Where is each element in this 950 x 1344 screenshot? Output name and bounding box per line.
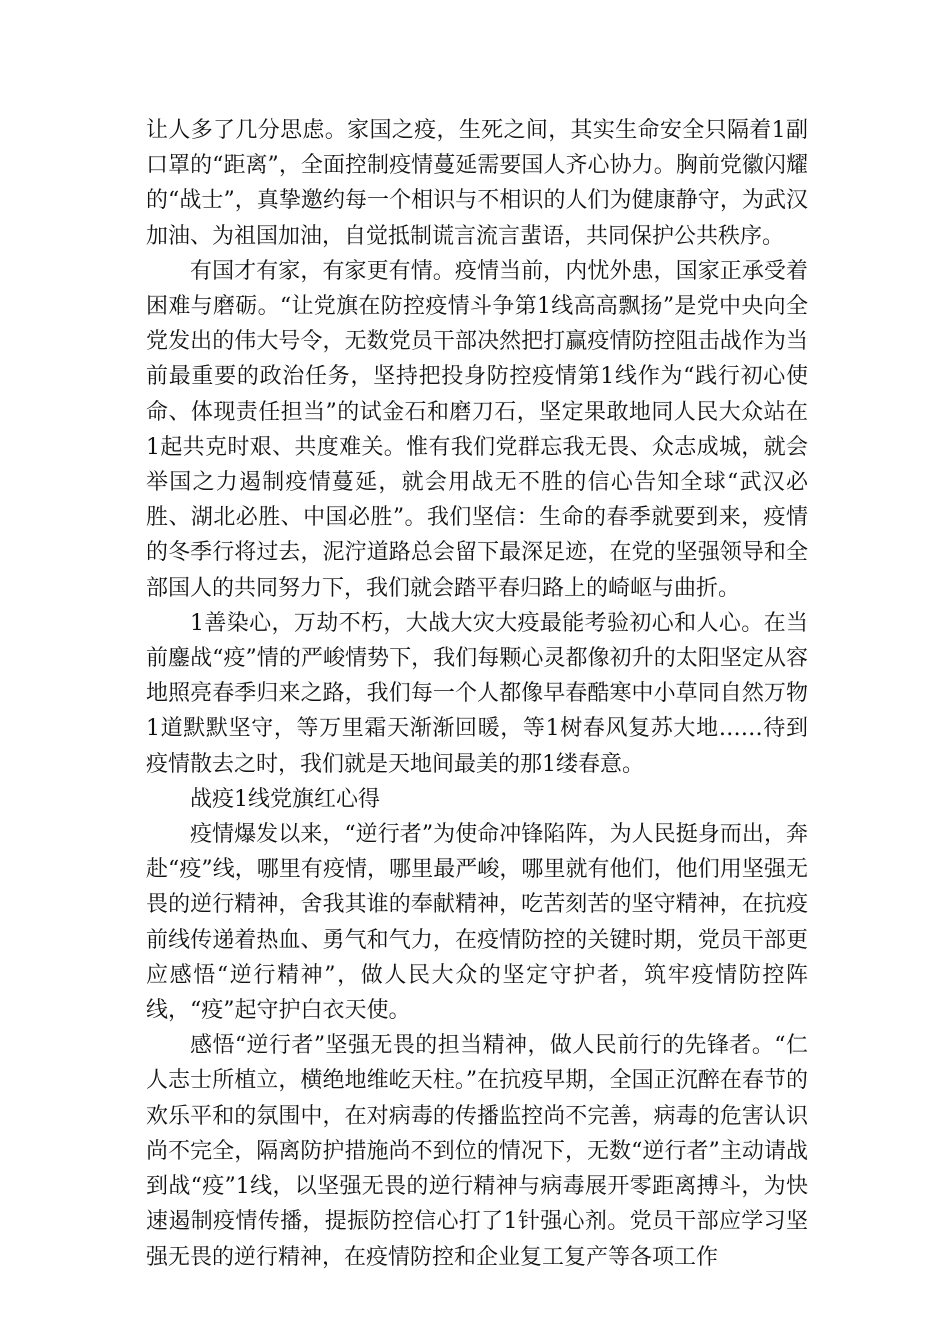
document-body xyxy=(146,113,808,1275)
paragraph-4: 疫情爆发以来，“逆行者”为使命冲锋陷阵，为人民挺身而出，奔赴“疫”线，哪里有疫情，哪里最严峻，哪里就有他们，他们用坚强无畏的逆行精神，舍我其谁的奉献精神，吃苦刻苦的坚守精神，在抗疫前线传递着热血、勇气和气力，在疫情防控的关键时期，党员干部更应感悟“逆行精神”，做人民大众的坚定守护者，筑牢疫情防控阵线，“疫”起守护白衣天使。 xyxy=(146,822,808,1024)
paragraph-5: 感悟“逆行者”坚强无畏的担当精神，做人民前行的先锋者。“仁人志士所植立，横绝地维屹天柱。”在抗疫早期，全国正沉醉在春节的欢乐平和的氛围中，在对病毒的传播监控尚不完善，病毒的危害认识尚不完全，隔离防护措施尚不到位的情况下，无数“逆行者”主动请战到战“疫”1线，以坚强无畏的逆行精神与病毒展开零距离搏斗，为快速遏制疫情传播，提振防控信心打了1针强心剂。党员干部应学习坚强无畏的逆行精神，在疫情防控和企业复工复产等各项工作 xyxy=(146,1033,808,1270)
paragraph-3: 1善染心，万劫不朽，大战大灾大疫最能考验初心和人心。在当前鏖战“疫”情的严峻情势下，我们每颗心灵都像初升的太阳坚定从容地照亮春季归来之路，我们每一个人都像早春酷寒中小草同自然万物1道默默坚守，等万里霜天渐渐回暖，等1树春风复苏大地……待到疫情散去之时，我们就是天地间最美的那1缕春意。 xyxy=(146,610,808,777)
paragraph-2: 有国才有家，有家更有情。疫情当前，内忧外患，国家正承受着困难与磨砺。“让党旗在防控疫情斗争第1线高高飘扬”是党中央向全党发出的伟大号令，无数党员干部决然把打赢疫情防控阻击战作为当前最重要的政治任务，坚持把投身防控疫情第1线作为“践行初心使命、体现责任担当”的试金石和磨刀石，坚定果敢地同人民大众站在1起共克时艰、共度难关。惟有我们党群忘我无畏、众志成城，就会举国之力遏制疫情蔓延，就会用战无不胜的信心告知全球“武汉必胜、湖北必胜、中国必胜”。我们坚信：生命的春季就要到来，疫情的冬季行将过去，泥泞道路总会留下最深足迹，在党的坚强领导和全部国人的共同努力下，我们就会踏平春归路上的崎岖与曲折。 xyxy=(146,258,808,601)
section-heading: 战疫1线党旗红心得 xyxy=(190,786,380,812)
paragraph-1: 让人多了几分思虑。家国之疫，生死之间，其实生命安全只隔着1副口罩的“距离”，全面控制疫情蔓延需要国人齐心协力。胸前党徽闪耀的“战士”，真挚邀约每一个相识与不相识的人们为健康静守，为武汉加油、为祖国加油，自觉抵制谎言流言蜚语，共同保护公共秩序。 xyxy=(146,118,808,249)
